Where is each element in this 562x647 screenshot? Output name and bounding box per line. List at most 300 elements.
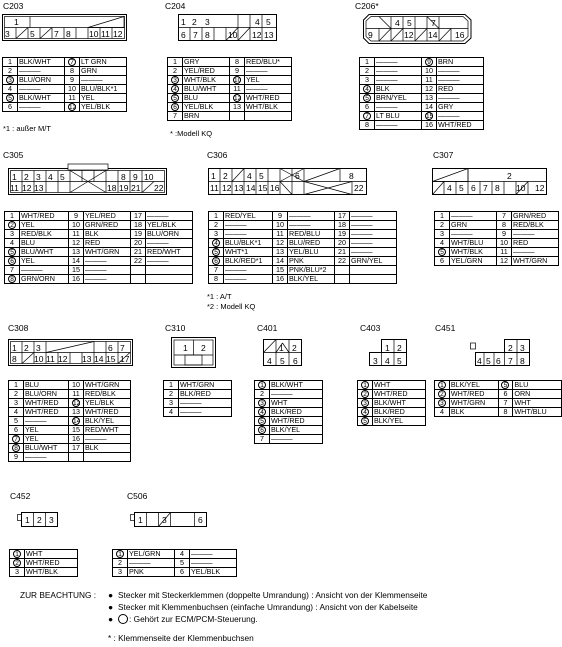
pin-number-label: 1	[440, 211, 444, 220]
pin-number-label: 6	[8, 102, 12, 111]
c204-pin-label-7: 7	[193, 30, 198, 40]
pin-number	[498, 408, 513, 417]
pin-number-label: 10	[425, 66, 433, 75]
table-row	[10, 568, 78, 577]
pin-number-label: 2	[8, 221, 16, 229]
pin-number	[209, 239, 224, 248]
c451-pin-label-8: 8	[520, 356, 525, 366]
c306-footnote-1: *1 : A/T	[207, 292, 232, 301]
c305-pin-table	[4, 211, 193, 284]
c306-pin-label-8: 8	[349, 171, 354, 181]
pin-number	[255, 390, 270, 399]
pin-number-label: 20	[338, 238, 346, 247]
wire-color: ———	[512, 230, 559, 239]
wire-color	[350, 275, 397, 284]
pin-number-label: 4	[258, 408, 266, 416]
c206-pin-label-4: 4	[395, 18, 400, 28]
wire-color: PNK	[128, 568, 175, 577]
pin-number-label: 1	[14, 380, 18, 389]
pin-number-label: 2	[438, 390, 446, 398]
pin-number	[335, 275, 350, 284]
wire-color: GRY	[437, 103, 484, 112]
wire-color: YEL/BLK	[190, 568, 237, 577]
wire-color: WHT/BLK	[245, 103, 292, 112]
pin-number-label: 9	[70, 75, 74, 84]
table-row	[113, 568, 237, 577]
wire-color: YEL	[24, 435, 69, 444]
c308-pin-label-1: 1	[12, 343, 17, 353]
wire-color: BLU/WHT	[183, 85, 230, 94]
wire-color: WHT	[373, 381, 426, 390]
c203-pin-label-3: 3	[5, 29, 10, 39]
pin-number-label: 10	[234, 77, 242, 84]
wire-color: BLU/ORN	[18, 76, 65, 85]
c308-pin-label-3: 3	[36, 343, 41, 353]
wire-color: ———	[190, 550, 237, 559]
wire-color	[245, 112, 292, 121]
c307-pin-label-7: 7	[483, 183, 488, 193]
legend-bullet-3: ●	[108, 614, 114, 624]
c306-footnote-2: *2 : Modell KQ	[207, 302, 256, 311]
pin-number	[422, 121, 437, 130]
pin-number-label: 4	[212, 239, 220, 247]
pin-number-label: 2	[169, 389, 173, 398]
wire-color: YEL/BLK	[80, 103, 127, 112]
pin-number	[358, 417, 373, 426]
pin-number	[360, 103, 375, 112]
c308-pin-label-15: 15	[106, 354, 116, 364]
connector-title-c203: C203	[3, 1, 24, 11]
pin-number-label: 5	[6, 94, 14, 102]
wire-color: ———	[18, 67, 65, 76]
pin-number-label: 2	[173, 66, 177, 75]
pin-number-label: 13	[233, 102, 241, 111]
pin-number-label: 16	[425, 120, 433, 129]
table-row	[255, 435, 323, 444]
pin-number	[209, 248, 224, 257]
pin-number-label: 6	[180, 567, 184, 576]
wire-color: BLU	[183, 94, 230, 103]
pin-number-label: 12	[425, 84, 433, 93]
wire-color	[146, 275, 193, 284]
pin-number	[360, 85, 375, 94]
c204-pin-label-2: 2	[192, 17, 197, 27]
c206-pin-label-14: 14	[428, 30, 438, 40]
c401-pin-table	[254, 380, 323, 444]
wire-color: YEL/GRN	[450, 257, 497, 266]
pin-number	[435, 257, 450, 266]
c305-pin-label-2: 2	[24, 172, 29, 182]
c307-pin-label-10: 10	[516, 183, 526, 193]
pin-number-label: 8	[365, 120, 369, 129]
wire-color: WHT/BLK	[183, 76, 230, 85]
c306-pin-label-4: 4	[247, 171, 252, 181]
wire-color: ———	[224, 266, 273, 275]
wire-color: WHT*1	[224, 248, 273, 257]
wire-color: ORN	[513, 390, 562, 399]
pin-number-label: 13	[276, 247, 284, 256]
pin-number-label: 17	[72, 443, 80, 452]
wire-color: GRN/YEL	[350, 257, 397, 266]
pin-number	[5, 239, 20, 248]
pin-number	[435, 239, 450, 248]
pin-number-label: 12	[73, 400, 81, 407]
wire-color: WHT/BLU	[513, 408, 562, 417]
table-row	[3, 103, 127, 112]
wire-color: BLK/RED	[179, 390, 232, 399]
pin-number-label: 6	[258, 426, 266, 434]
wire-color: ———	[450, 230, 497, 239]
wire-color: GRN/RED	[84, 221, 131, 230]
pin-number	[335, 266, 350, 275]
wire-color: ———	[437, 94, 484, 103]
c308-pin-label-2: 2	[24, 343, 29, 353]
wire-color: ———	[350, 230, 397, 239]
wire-color: RED/BLK	[84, 390, 131, 399]
pin-number-label: 12	[69, 104, 77, 111]
wire-color: BLK/WHT	[18, 58, 65, 67]
legend-item-2: Stecker mit Klemmenbuchsen (einfache Umrandung) : Ansicht von der Kabelseite	[118, 602, 418, 612]
pin-number	[360, 121, 375, 130]
c305-pin-label-11: 11	[10, 183, 19, 193]
pin-number-label: 13	[425, 93, 433, 102]
wire-color	[84, 453, 131, 462]
pin-number-label: 7	[12, 435, 20, 443]
pin-number-label: 7	[173, 111, 177, 120]
wire-color: GRN	[80, 67, 127, 76]
wire-color: BLK/WHT	[270, 381, 323, 390]
pin-number-label: 9	[278, 211, 282, 220]
c307-pin-label-2: 2	[507, 171, 512, 181]
pin-number-label: 9	[235, 66, 239, 75]
wire-color: ———	[350, 248, 397, 257]
wire-color: ———	[24, 417, 69, 426]
wire-color: WHT/RED	[20, 212, 69, 221]
pin-number-label: 12	[234, 95, 242, 102]
pin-number	[435, 408, 450, 417]
pin-number-label: 7	[10, 265, 14, 274]
wire-color: ———	[375, 76, 422, 85]
pin-number	[435, 390, 450, 399]
wire-color: WHT/GRN	[84, 381, 131, 390]
wire-color: WHT/RED	[84, 408, 131, 417]
pin-number	[5, 212, 20, 221]
connector-title-c206: C206*	[355, 1, 379, 11]
wire-color: BLU/RED	[288, 239, 335, 248]
pin-number-label: 6	[8, 257, 16, 265]
wire-color: ———	[84, 275, 131, 284]
wire-color: PNK	[288, 257, 335, 266]
wire-color: LT BLU	[375, 112, 422, 121]
pin-number	[358, 399, 373, 408]
pin-number-label: 4	[8, 84, 12, 93]
wire-color: BLK/RED	[270, 408, 323, 417]
wire-color: ———	[512, 248, 559, 257]
pin-number-label: 2	[440, 220, 444, 229]
c306-pin-label-5: 5	[259, 171, 264, 181]
wire-color: ———	[224, 275, 273, 284]
pin-number	[175, 568, 190, 577]
pin-number-label: 8	[70, 66, 74, 75]
wire-color: YEL/BLK	[84, 399, 131, 408]
pin-number-label: 9	[74, 211, 78, 220]
pin-number	[5, 248, 20, 257]
c306-pin-label-11: 11	[210, 183, 219, 193]
wire-color: ———	[245, 67, 292, 76]
c306-pin-label-2: 2	[223, 171, 228, 181]
pin-number	[255, 408, 270, 417]
pin-number-label: 22	[338, 256, 346, 265]
wire-color: RED/WHT	[84, 426, 131, 435]
pin-number	[3, 67, 18, 76]
c451-pin-table	[434, 380, 562, 417]
wire-color: YEL	[80, 94, 127, 103]
pin-number	[131, 275, 146, 284]
pin-number-label: 4	[10, 238, 14, 247]
pin-number-label: 7	[363, 112, 371, 120]
c452-pin-label-2: 2	[37, 515, 42, 525]
pin-number-label: 5	[212, 248, 220, 256]
c403-pin-table	[357, 380, 426, 426]
wire-color: BLK/YEL	[373, 417, 426, 426]
wire-color: YEL/GRN	[128, 550, 175, 559]
c206-pin-label-5: 5	[407, 18, 412, 28]
pin-number-label: 15	[72, 425, 80, 434]
pin-number-label: 3	[258, 399, 266, 407]
wire-color: BLK	[84, 230, 131, 239]
pin-number-label: 11	[72, 389, 80, 398]
wire-color: WHT/RED	[270, 417, 323, 426]
pin-number-label: 3	[361, 399, 369, 407]
pin-number-label: 1	[438, 381, 446, 389]
pin-number	[10, 550, 25, 559]
wire-color: WHT/RED	[245, 94, 292, 103]
pin-number-label: 21	[134, 247, 142, 256]
wire-color: WHT/RED	[449, 390, 498, 399]
wire-color: BLK	[375, 85, 422, 94]
pin-number-label: 11	[425, 75, 433, 84]
wire-color: GRN/RED	[512, 212, 559, 221]
pin-number	[5, 266, 20, 275]
wire-color: RED/YEL	[224, 212, 273, 221]
connector-title-c452: C452	[10, 491, 31, 501]
c305-pin-label-9: 9	[133, 172, 138, 182]
pin-number	[69, 444, 84, 453]
c305-pin-label-13: 13	[34, 183, 44, 193]
pin-number	[358, 390, 373, 399]
pin-number-label: 14	[425, 102, 433, 111]
pin-number-label: 14	[73, 418, 81, 425]
c204-pin-label-4: 4	[255, 17, 260, 27]
wire-color: ———	[146, 239, 193, 248]
c403-pin-label-3: 3	[373, 356, 378, 366]
pin-number	[358, 408, 373, 417]
pin-number-label: 2	[214, 220, 218, 229]
c203-pin-label-1: 1	[14, 17, 19, 27]
pin-number	[164, 408, 179, 417]
wire-color: BLU/ORN	[24, 390, 69, 399]
pin-number-label: 14	[72, 256, 80, 265]
legend-item-1: Stecker mit Steckerklemmen (doppelte Umrandung) : Ansicht von der Klemmenseite	[118, 590, 428, 600]
table-row	[435, 408, 562, 417]
c305-pin-label-19: 19	[119, 183, 129, 193]
pin-number-label: 4	[363, 85, 371, 93]
table-row	[164, 408, 232, 417]
wire-color: BLU	[513, 381, 562, 390]
c203-pin-label-5: 5	[30, 29, 35, 39]
c306-pin-label-22: 22	[354, 183, 364, 193]
wire-color: BLK/YEL	[84, 417, 131, 426]
pin-number-label: 17	[338, 211, 346, 220]
c306-pin-label-16: 16	[270, 183, 280, 193]
pin-number	[435, 381, 450, 390]
table-row	[360, 121, 484, 130]
pin-number-label: 15	[276, 265, 284, 274]
wire-color: BLU/WHT	[24, 444, 69, 453]
wire-color: ———	[375, 58, 422, 67]
pin-number-label: 11	[68, 93, 76, 102]
pin-number	[69, 275, 84, 284]
c206-pin-label-12: 12	[404, 30, 414, 40]
pin-number-label: 3	[169, 398, 173, 407]
c206-pin-label-16: 16	[455, 30, 465, 40]
wire-color: BLK/WHT	[18, 94, 65, 103]
c203-pin-label-7: 7	[54, 29, 59, 39]
connector-title-c308: C308	[8, 323, 29, 333]
wire-color: ———	[20, 266, 69, 275]
wire-color: ———	[84, 257, 131, 266]
connector-title-c305: C305	[3, 150, 24, 160]
pin-number-label: 6	[212, 257, 220, 265]
c451-pin-label-2: 2	[508, 343, 513, 353]
pin-number-label: 4	[171, 85, 179, 93]
c206-pin-table	[359, 57, 484, 130]
pin-number-label: 2	[118, 558, 122, 567]
table-row	[358, 417, 426, 426]
pin-number-label: 20	[134, 238, 142, 247]
c401-pin-label-4: 4	[267, 356, 272, 366]
c506-pin-label-3: 3	[162, 515, 167, 525]
wire-color: RED	[84, 239, 131, 248]
pin-number-label: 12	[276, 238, 284, 247]
wire-color: YEL	[20, 221, 69, 230]
c306-pin-label-12: 12	[222, 183, 232, 193]
wire-color: RED/BLK	[512, 221, 559, 230]
pin-number-label: 10	[72, 380, 80, 389]
c305-pin-label-5: 5	[60, 172, 65, 182]
c306-pin-label-6: 6	[295, 171, 300, 181]
wire-color: BRN/YEL	[375, 94, 422, 103]
c306-pin-label-13: 13	[234, 183, 244, 193]
pin-number	[10, 568, 25, 577]
pin-number-label: 8	[502, 220, 506, 229]
c203-footnote: *1 : außer M/T	[3, 124, 51, 133]
wire-color: YEL/BLK	[146, 221, 193, 230]
wire-color: YEL/RED	[183, 67, 230, 76]
pin-number-label: 6	[171, 103, 179, 111]
pin-number-label: 6	[365, 102, 369, 111]
c401-pin-label-1: 1	[279, 343, 284, 353]
pin-number-label: 7	[260, 434, 264, 443]
connector-face-c310	[171, 337, 217, 369]
wire-color: GRN	[450, 221, 497, 230]
connector-title-c310: C310	[165, 323, 186, 333]
c308-pin-label-8: 8	[12, 354, 17, 364]
pin-number-label: 6	[503, 389, 508, 398]
pin-number-label: 5	[171, 94, 179, 102]
pin-number-label: 8	[12, 444, 20, 452]
pin-number	[273, 275, 288, 284]
c307-pin-label-8: 8	[495, 183, 500, 193]
pin-number-label: 1	[365, 57, 369, 66]
c310-pin-table	[163, 380, 232, 417]
pin-number	[360, 76, 375, 85]
pin-number-label: 4	[180, 549, 184, 558]
table-row	[9, 453, 131, 462]
c401-pin-label-6: 6	[293, 356, 298, 366]
c452-pin-label-3: 3	[49, 515, 54, 525]
wire-color: BLU	[24, 381, 69, 390]
wire-color: ———	[245, 85, 292, 94]
pin-number-label: 16	[276, 274, 284, 283]
pin-number-label: 8	[8, 275, 16, 283]
connector-title-c451: C451	[435, 323, 456, 333]
table-row	[5, 275, 193, 284]
pin-number-label: 2	[8, 66, 12, 75]
pin-number	[113, 568, 128, 577]
wire-color: BLK/RED*1	[224, 257, 273, 266]
c305-pin-label-10: 10	[144, 172, 154, 182]
wire-color: ———	[288, 221, 335, 230]
pin-number-label: 16	[72, 274, 80, 283]
pin-number-label: 10	[72, 220, 80, 229]
wire-color: BLK	[449, 408, 498, 417]
wire-color: RED	[512, 239, 559, 248]
wire-color: ———	[146, 257, 193, 266]
c308-pin-label-14: 14	[94, 354, 104, 364]
wire-color: BLK/YEL	[270, 426, 323, 435]
c401-pin-label-2: 2	[292, 343, 297, 353]
c305-pin-label-3: 3	[36, 172, 41, 182]
pin-number-label: 9	[425, 58, 433, 66]
c310-pin-label-1: 1	[183, 343, 188, 353]
pin-number-label: 3	[14, 398, 18, 407]
c204-pin-label-8: 8	[205, 30, 210, 40]
pin-number-label: 2	[361, 390, 369, 398]
pin-number-label: 5	[363, 94, 371, 102]
pin-number-label: 1	[361, 381, 369, 389]
wire-color: YEL/BLK	[183, 103, 230, 112]
wire-color: BLK/WHT	[373, 399, 426, 408]
table-row	[255, 390, 323, 399]
pin-number-label: 5	[438, 248, 446, 256]
pin-number-label: 5	[8, 248, 16, 256]
wire-color: ———	[437, 76, 484, 85]
c506-pin-table	[112, 549, 237, 577]
wire-color: WHT	[25, 550, 78, 559]
wire-color: ———	[450, 212, 497, 221]
c204-pin-label-3: 3	[205, 17, 210, 27]
c307-pin-table	[434, 211, 559, 266]
pin-number	[65, 103, 80, 112]
wire-color: RED/BLU*	[245, 58, 292, 67]
pin-number-label: 2	[14, 389, 18, 398]
wire-color: WHT/BLU	[450, 239, 497, 248]
pin-number	[9, 453, 24, 462]
wire-color: ———	[179, 408, 232, 417]
c308-pin-label-10: 10	[34, 354, 44, 364]
pin-number-label: 5	[180, 558, 184, 567]
